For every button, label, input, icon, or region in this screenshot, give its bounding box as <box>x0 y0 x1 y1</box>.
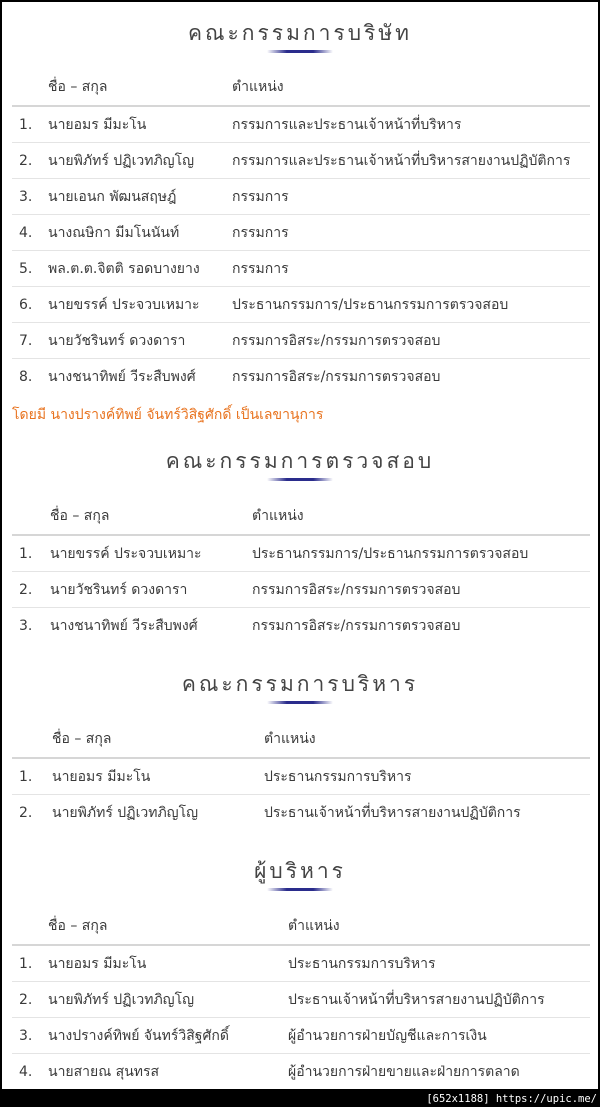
person-position: ผู้อำนวยการฝ่ายขายและฝ่ายการตลาด <box>288 1063 520 1080</box>
row-number: 2. <box>19 804 33 821</box>
position-column-header: ตำแหน่ง <box>252 507 304 524</box>
executive-committee-section <box>2 669 598 830</box>
board-secretary-note: โดยมี นางปรางค์ทิพย์ จันทร์วิสิฐศักดิ์ เป็นเลขานุการ <box>12 407 324 423</box>
table-row <box>12 535 590 572</box>
table-row <box>12 758 590 795</box>
row-number: 2. <box>19 581 33 598</box>
table-row <box>12 1018 590 1054</box>
row-number: 1. <box>19 955 33 972</box>
person-name: นายเอนก พัฒนสฤษฎ์ <box>48 188 177 205</box>
executive-committee-title: คณะกรรมการบริหาร <box>181 672 419 696</box>
person-name: นางชนาทิพย์ วีระสืบพงศ์ <box>50 617 198 634</box>
table-row <box>12 359 590 395</box>
row-number: 6. <box>19 296 33 313</box>
row-number: 3. <box>19 1027 33 1044</box>
table-row <box>12 179 590 215</box>
row-number: 2. <box>19 152 33 169</box>
person-position: ประธานกรรมการ/ประธานกรรมการตรวจสอบ <box>252 545 529 562</box>
person-position: ประธานเจ้าหน้าที่บริหารสายงานปฏิบัติการ <box>288 991 545 1008</box>
board-title: คณะกรรมการบริษัท <box>187 21 412 45</box>
person-position: กรรมการและประธานเจ้าหน้าที่บริหาร <box>232 116 462 133</box>
person-position: ประธานกรรมการบริหาร <box>288 955 436 972</box>
person-name: นายสายณ สุนทรส <box>48 1063 160 1080</box>
table-header-row <box>12 68 590 106</box>
person-name: นายวัชรินทร์ ดวงดารา <box>48 332 186 349</box>
person-name: นายวัชรินทร์ ดวงดารา <box>50 581 188 598</box>
person-name: นางชนาทิพย์ วีระสืบพงศ์ <box>48 368 196 385</box>
table-header-row <box>12 497 590 535</box>
name-column-header: ชื่อ – สกุล <box>50 507 110 524</box>
executive-committee-title-underline <box>267 701 333 704</box>
row-number: 4. <box>19 1063 33 1080</box>
person-position: กรรมการอิสระ/กรรมการตรวจสอบ <box>252 617 461 634</box>
position-column-header: ตำแหน่ง <box>264 730 316 747</box>
person-position: กรรมการอิสระ/กรรมการตรวจสอบ <box>252 581 461 598</box>
person-name: นางณษิกา มีมโนนันท์ <box>48 224 180 241</box>
table-row <box>12 143 590 179</box>
row-number: 3. <box>19 617 33 634</box>
person-position: ประธานกรรมการ/ประธานกรรมการตรวจสอบ <box>232 296 509 313</box>
person-name: นายอมร มีมะโน <box>48 116 147 133</box>
person-name: นายพิภัทร์ ปฏิเวทภิญโญ <box>48 991 195 1008</box>
person-position: ประธานกรรมการบริหาร <box>264 768 412 785</box>
table-row <box>12 215 590 251</box>
executives-table <box>12 907 590 1089</box>
person-position: กรรมการ <box>232 260 289 277</box>
person-name: นายอมร มีมะโน <box>52 768 151 785</box>
person-name: นายขรรค์ ประจวบเหมาะ <box>50 545 202 562</box>
table-row <box>12 795 590 831</box>
row-number: 7. <box>19 332 33 349</box>
table-row <box>12 982 590 1018</box>
person-name: นายพิภัทร์ ปฏิเวทภิญโญ <box>48 152 195 169</box>
page <box>2 2 598 1089</box>
table-row <box>12 251 590 287</box>
board-title-underline <box>267 50 333 53</box>
executives-title: ผู้บริหาร <box>254 859 346 883</box>
table-row <box>12 287 590 323</box>
board-section <box>2 18 598 426</box>
person-position: กรรมการอิสระ/กรรมการตรวจสอบ <box>232 368 441 385</box>
row-number: 1. <box>19 116 33 133</box>
person-name: นายขรรค์ ประจวบเหมาะ <box>48 296 200 313</box>
audit-title-underline <box>267 478 333 481</box>
row-number: 1. <box>19 768 33 785</box>
board-table <box>12 68 590 394</box>
image-size-watermark: [652x1188] https://upic.me/ <box>426 1093 597 1105</box>
name-column-header: ชื่อ – สกุล <box>52 730 112 747</box>
person-position: กรรมการ <box>232 188 289 205</box>
row-number: 5. <box>19 260 33 277</box>
table-row <box>12 608 590 644</box>
table-row <box>12 1054 590 1090</box>
position-column-header: ตำแหน่ง <box>288 917 340 934</box>
row-number: 2. <box>19 991 33 1008</box>
table-row <box>12 106 590 143</box>
table-header-row <box>12 720 590 758</box>
name-column-header: ชื่อ – สกุล <box>48 917 108 934</box>
person-position: กรรมการและประธานเจ้าหน้าที่บริหารสายงานปฏิบัติการ <box>232 152 571 169</box>
audit-section <box>2 446 598 643</box>
executive-committee-table <box>12 720 590 830</box>
person-position: กรรมการอิสระ/กรรมการตรวจสอบ <box>232 332 441 349</box>
audit-title: คณะกรรมการตรวจสอบ <box>165 449 435 473</box>
executives-section <box>2 856 598 1089</box>
row-number: 1. <box>19 545 33 562</box>
executives-title-underline <box>267 888 333 891</box>
row-number: 4. <box>19 224 33 241</box>
table-row <box>12 572 590 608</box>
row-number: 3. <box>19 188 33 205</box>
person-name: นางปรางค์ทิพย์ จันทร์วิสิฐศักดิ์ <box>48 1027 229 1044</box>
person-name: นายพิภัทร์ ปฏิเวทภิญโญ <box>52 804 199 821</box>
person-name: นายอมร มีมะโน <box>48 955 147 972</box>
person-position: กรรมการ <box>232 224 289 241</box>
person-name: พล.ต.ต.จิตติ รอดบางยาง <box>48 260 200 277</box>
row-number: 8. <box>19 368 33 385</box>
name-column-header: ชื่อ – สกุล <box>48 78 108 95</box>
table-row <box>12 323 590 359</box>
person-position: ผู้อำนวยการฝ่ายบัญชีและการเงิน <box>288 1027 487 1044</box>
position-column-header: ตำแหน่ง <box>232 78 284 95</box>
table-row <box>12 945 590 982</box>
table-header-row <box>12 907 590 945</box>
audit-table <box>12 497 590 643</box>
person-position: ประธานเจ้าหน้าที่บริหารสายงานปฏิบัติการ <box>264 804 521 821</box>
